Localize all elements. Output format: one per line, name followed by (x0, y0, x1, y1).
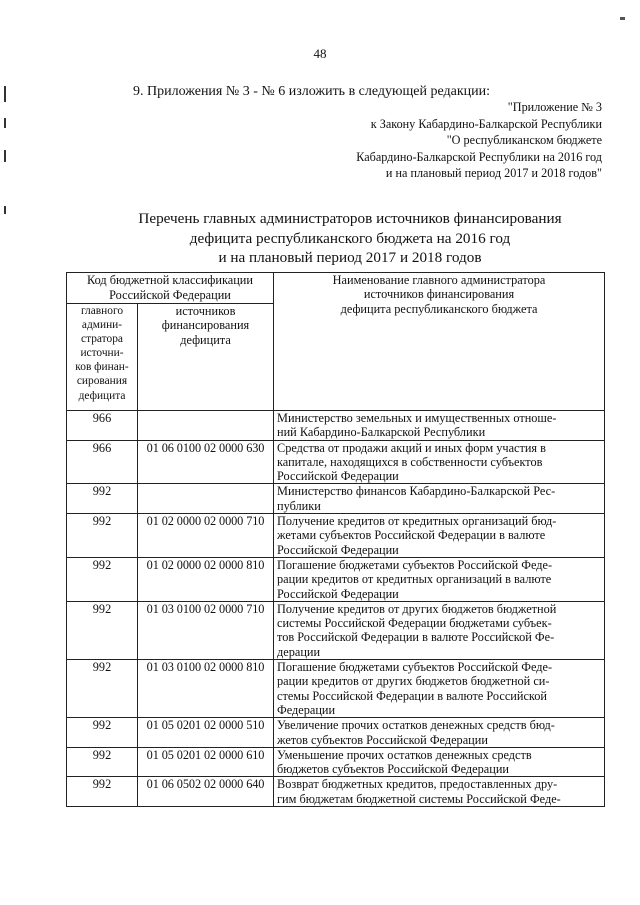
table-row (67, 514, 605, 558)
scan-margin-mark (4, 86, 6, 102)
name-line: Министерство земельных и имущественных отноше- (277, 411, 557, 425)
table-row (67, 718, 605, 748)
source-code-cell (138, 411, 274, 441)
name-line: Средства от продажи акций и иных форм участия в (277, 440, 546, 455)
source-code-cell: 01 03 0100 02 0000 710 (138, 601, 274, 659)
name-line: Получение кредитов от кредитных организаций бюд- (277, 514, 557, 529)
scan-corner-mark (620, 17, 625, 20)
intro-paragraph: 9. Приложения № 3 - № 6 изложить в следующей редакции: (133, 84, 491, 99)
name-line: Возврат бюджетных кредитов, предоставленных дру- (277, 777, 558, 792)
administrator-name-cell (274, 660, 605, 718)
title-line: дефицита республиканского бюджета на 2016 год (189, 229, 511, 247)
administrator-name-cell (274, 440, 605, 484)
name-line: дерации (277, 644, 321, 659)
title-line: и на плановый период 2017 и 2018 годов (218, 249, 482, 266)
appendix-header-line: "Приложение № 3 (507, 100, 602, 114)
header-administrator-name: Наименование главного администратора источников финансирования дефицита республиканского бюджета (274, 273, 605, 411)
admin-code-cell: 992 (67, 777, 138, 807)
administrator-name-cell (274, 747, 605, 777)
source-code-cell: 01 02 0000 02 0000 710 (138, 514, 274, 558)
name-line: Уменьшение прочих остатков денежных средств (277, 747, 532, 762)
table-row (67, 411, 605, 441)
header-financing-sources: источников финансирования дефицита (138, 304, 274, 411)
table-row (67, 484, 605, 514)
admin-code-cell: 966 (67, 440, 138, 484)
document-title (70, 209, 630, 268)
name-line: Российской Федерации (277, 542, 399, 557)
admin-code-cell: 966 (67, 411, 138, 441)
name-line: публики (277, 498, 321, 513)
scan-margin-mark (4, 150, 6, 162)
name-line: жетов субъектов Российской Федерации (277, 732, 488, 747)
administrator-name-cell (274, 411, 605, 441)
appendix-header-line: "О республиканском бюджете (446, 133, 602, 147)
source-code-cell: 01 03 0100 02 0000 810 (138, 660, 274, 718)
name-line: капитале, находящихся в собственности субъектов (277, 454, 543, 469)
administrator-name-cell (274, 718, 605, 748)
name-line: Погашение бюджетами субъектов Российской Феде- (277, 660, 553, 675)
name-line: Получение кредитов от других бюджетов бюджетной (277, 601, 557, 616)
table-header-row (67, 273, 605, 304)
table-row (67, 747, 605, 777)
name-line: системы Российской Федерации бюджетами субъек- (277, 616, 552, 631)
name-line: Российской Федерации (277, 469, 399, 484)
name-line: Погашение бюджетами субъектов Российской Феде- (277, 557, 553, 572)
table-row (67, 777, 605, 807)
table-row (67, 601, 605, 659)
name-line: стемы Российской Федерации в валюте Российской (277, 688, 548, 703)
administrator-name-cell (274, 484, 605, 514)
name-line: Федерации (277, 702, 336, 717)
admin-code-cell: 992 (67, 747, 138, 777)
scan-margin-mark (4, 118, 6, 128)
administrators-table (66, 272, 605, 807)
name-line: жетами субъектов Российской Федерации в валюте (277, 528, 546, 543)
admin-code-cell: 992 (67, 601, 138, 659)
name-line: Министерство финансов Кабардино-Балкарской Рес- (277, 484, 556, 499)
source-code-cell: 01 06 0100 02 0000 630 (138, 440, 274, 484)
name-line: тов Российской Федерации в валюте Российской Фе- (277, 630, 555, 645)
name-line: Российской Федерации (277, 586, 399, 601)
name-line: Увеличение прочих остатков денежных средств бюд- (277, 718, 555, 733)
source-code-cell: 01 05 0201 02 0000 610 (138, 747, 274, 777)
name-line: рации кредитов от других бюджетов бюджетной си- (277, 674, 550, 689)
table-row (67, 557, 605, 601)
header-budget-classification: Код бюджетной классификации Российской Федерации (67, 273, 274, 304)
admin-code-cell: 992 (67, 484, 138, 514)
name-line: рации кредитов от кредитных организаций в валюте (277, 572, 552, 587)
source-code-cell (138, 484, 274, 514)
scan-margin-mark (4, 206, 6, 214)
title-line: Перечень главных администраторов источников финансирования (138, 210, 562, 227)
source-code-cell: 01 06 0502 02 0000 640 (138, 777, 274, 807)
table-row (67, 660, 605, 718)
admin-code-cell: 992 (67, 557, 138, 601)
administrator-name-cell (274, 601, 605, 659)
admin-code-cell: 992 (67, 660, 138, 718)
name-line: гим бюджетам бюджетной системы Российской Феде- (277, 791, 561, 806)
header-chief-administrator: главного админи- стратора источни- ков финан- сирования дефицита (67, 304, 138, 411)
administrator-name-cell (274, 514, 605, 558)
administrator-name-cell (274, 557, 605, 601)
source-code-cell: 01 02 0000 02 0000 810 (138, 557, 274, 601)
appendix-header (300, 99, 602, 182)
admin-code-cell: 992 (67, 718, 138, 748)
name-line: ний Кабардино-Балкарской Республики (277, 425, 486, 440)
page-number: 48 (313, 46, 327, 61)
administrator-name-cell (274, 777, 605, 807)
admin-code-cell: 992 (67, 514, 138, 558)
table-row (67, 440, 605, 484)
appendix-header-line: к Закону Кабардино-Балкарской Республики (370, 116, 602, 131)
appendix-header-line: Кабардино-Балкарской Республики на 2016 год (356, 149, 602, 164)
appendix-header-line: и на плановый период 2017 и 2018 годов" (385, 166, 602, 180)
name-line: бюджетов субъектов Российской Федерации (277, 762, 509, 777)
source-code-cell: 01 05 0201 02 0000 510 (138, 718, 274, 748)
